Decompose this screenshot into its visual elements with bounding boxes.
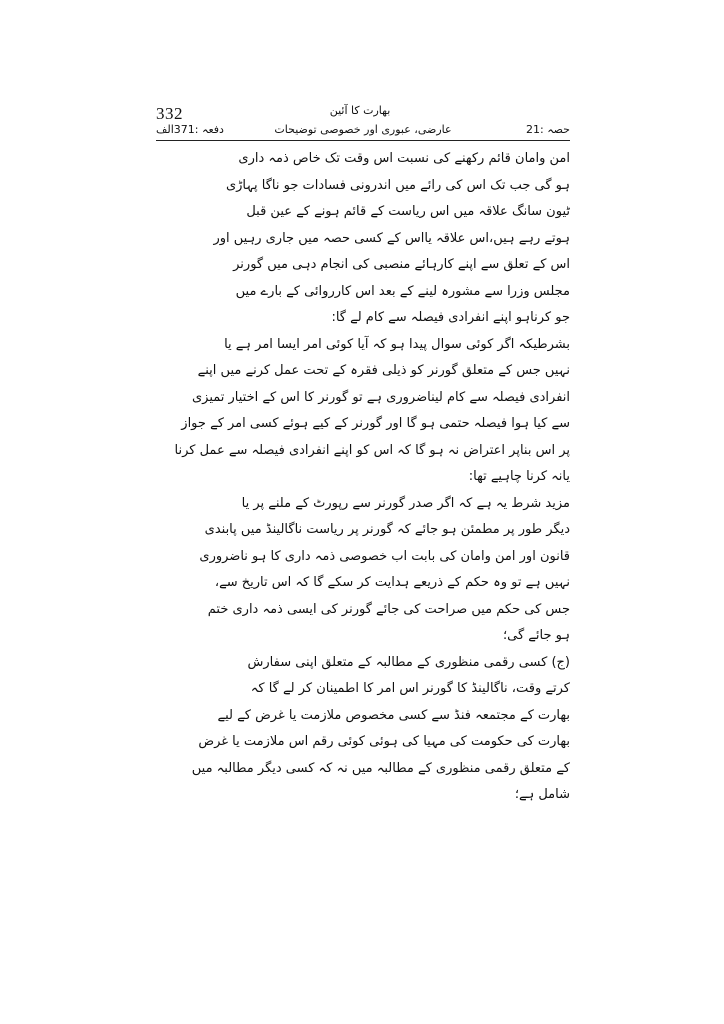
text-line: انفرادی فیصلہ سے کام لیناضروری ہے تو گورنر کا اس کے اختیار تمیزی: [191, 389, 570, 405]
text-line: نہیں جس کے متعلق گورنر کو ذیلی فقرہ کے تحت عمل کرنے میں اپنے: [197, 363, 570, 378]
text-line: کرتے وقت، ناگالینڈ کا گورنر اس امر کا اطمینان کر لے گا کہ: [250, 681, 570, 696]
text-line: (ج) کسی رقمی منظوری کے مطالبہ کے متعلق اپنی سفارش: [247, 654, 570, 670]
text-line: شامل ہے؛: [514, 787, 570, 802]
text-line: ہو گی جب تک اس کی رائے میں اندرونی فسادات جو ناگا پہاڑی: [225, 177, 570, 193]
text-line: جس کی حکم میں صراحت کی جائے گورنر کی ایسی ذمہ داری ختم: [207, 601, 570, 617]
text-line: کے متعلق رقمی منظوری کے مطالبہ میں نہ کہ کسی دیگر مطالبہ میں: [191, 760, 570, 776]
text-line: بھارت کے مجتمعہ فنڈ سے کسی مخصوص ملازمت یا غرض کے لیے: [217, 707, 570, 723]
text-line: قانون اور امن وامان کی بابت اب خصوصی ذمہ داری کا ہو ناضروری: [199, 548, 570, 564]
text-line: یانہ کرنا چاہیے تھا:: [468, 469, 570, 484]
running-header: [156, 122, 570, 141]
text-line: اس کے تعلق سے اپنے کارہائے منصبی کی انجام دہی میں گورنر: [233, 257, 570, 272]
header-part: حصہ :21: [526, 123, 570, 136]
page-number: 332: [156, 104, 183, 123]
text-line: ٹیون سانگ علاقہ میں اس ریاست کے قائم ہونے کے عین قبل: [246, 204, 570, 219]
book-title: بھارت کا آئین: [329, 104, 391, 117]
header-article: دفعہ :371الف: [156, 123, 224, 136]
body-text: [174, 146, 570, 809]
text-line: پر اس بناپر اعتراض نہ ہو گا کہ اس کو اپنے انفرادی فیصلہ سے عمل کرنا: [174, 442, 570, 458]
text-line: جو کرناہو اپنے انفرادی فیصلہ سے کام لے گا:: [331, 310, 570, 325]
text-line: دیگر طور پر مطمئن ہو جائے کہ گورنر پر ریاست ناگالینڈ میں پابندی: [204, 522, 570, 537]
header-chapter-title: عارضی، عبوری اور خصوصی توضیحات: [274, 123, 452, 136]
text-line: بھارت کی حکومت کی مہیا کی ہوئی کوئی رقم اس ملازمت یا غرض: [198, 734, 570, 749]
text-line: مزید شرط یہ ہے کہ اگر صدر گورنر سے رپورٹ کے ملنے پر یا: [241, 495, 570, 511]
text-line: نہیں ہے تو وہ حکم کے ذریعے ہدایت کر سکے گا کہ اس تاریخ سے،: [214, 575, 570, 590]
text-line: ہوتے رہے ہیں،اس علاقہ یااس کے کسی حصہ میں جاری رہیں اور: [213, 230, 570, 246]
text-line: امن وامان قائم رکھنے کی نسبت اس وقت تک خاص ذمہ داری: [238, 151, 570, 166]
text-line: ہو جائے گی؛: [503, 628, 570, 643]
text-line: بشرطیکہ اگر کوئی سوال پیدا ہو کہ آیا کوئی امر ایسا امر ہے یا: [224, 336, 570, 352]
text-line: مجلس وزرا سے مشورہ لینے کے بعد اس کارروائی کے بارے میں: [235, 283, 570, 299]
text-line: سے کیا ہوا فیصلہ حتمی ہو گا اور گورنر کے کیے ہوئے کسی امر کے جواز: [181, 416, 570, 431]
